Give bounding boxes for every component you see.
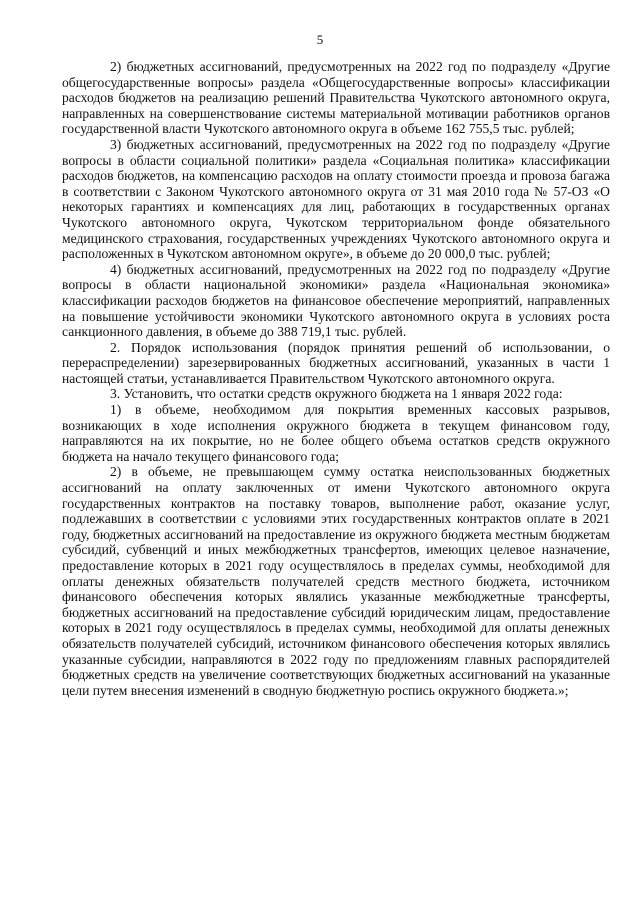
paragraph-item-3-social-policy: 3) бюджетных ассигнований, предусмотренных на 2022 год по подразделу «Другие вопросы в области социальной политики» раздела «Социальная политика» классификации расходов бюджетов, на компенсацию расходов на оплату стоимости проезда и провоза багажа в соответствии с Законом Чукотского автономного округа от 31 мая 2010 года № 57-ОЗ «О некоторых гарантиях и компенсациях для лиц, работающих в государственных органах Чукотского автономного округа, Чукотском территориальном фонде обязательного медицинского страхования, государственных учреждениях Чукотского автономного округа и расположенных в Чукотском автономном округе», в объеме до 20 000,0 тыс. рублей; bbox=[62, 136, 610, 262]
document-body bbox=[62, 59, 610, 698]
paragraph-item-4-national-economy: 4) бюджетных ассигнований, предусмотренных на 2022 год по подразделу «Другие вопросы в области национальной экономики» раздела «Национальная экономика» классификации расходов бюджетов на финансовое обеспечение мероприятий, направленных на повышение устойчивости экономики Чукотского автономного округа в условиях роста санкционного давления, в объеме до 388 719,1 тыс. рублей. bbox=[62, 261, 610, 340]
page-number: 5 bbox=[316, 32, 324, 47]
paragraph-section-3-item-2: 2) в объеме, не превышающем сумму остатка неиспользованных бюджетных ассигнований на оплату заключенных от имени Чукотского автономного округа государственных контрактов на поставку товаров, выполнение работ, оказание услуг, подлежавших в соответствии с условиями этих государственных контрактов оплате в 2021 году, бюджетных ассигнований на предоставление из окружного бюджета местным бюджетам субсидий, субвенций и иных межбюджетных трансфертов, имеющих целевое назначение, предоставление которых в 2021 году осуществлялось в пределах суммы, необходимой для оплаты денежных обязательств получателей средств местного бюджета, источником финансового обеспечения которых являлись указанные межбюджетные трансферты, бюджетных ассигнований на предоставление субсидий юридическим лицам, предоставление которых в 2021 году осуществлялось в пределах суммы, необходимой для оплаты денежных обязательств получателей субсидий, источником финансового обеспечения которых являлись указанные субсидии, направляются в 2022 году по предложениям главных распорядителей бюджетных средств на увеличение соответствующих бюджетных ассигнований на указанные цели путем внесения изменений в сводную бюджетную роспись окружного бюджета.»; bbox=[62, 464, 610, 698]
paragraph-section-3-budget-balances: 3. Установить, что остатки средств окружного бюджета на 1 января 2022 года: bbox=[110, 386, 563, 402]
paragraph-section-2-reserved-allocations: 2. Порядок использования (порядок принятия решений об использовании, о перераспределении) зарезервированных бюджетных ассигнований, указанных в части 1 настоящей статьи, устанавливается Правительством Чукотского автономного округа. bbox=[62, 339, 610, 386]
paragraph-item-2-general-state-issues: 2) бюджетных ассигнований, предусмотренных на 2022 год по подразделу «Другие общегосударственные вопросы» раздела «Общегосударственные вопросы» классификации расходов бюджетов на реализацию решений Правительства Чукотского автономного округа, направленных на совершенствование системы материальной мотивации работников органов государственной власти Чукотского автономного округа в объеме 162 755,5 тыс. рублей; bbox=[62, 59, 610, 137]
paragraph-section-3-item-1: 1) в объеме, необходимом для покрытия временных кассовых разрывов, возникающих в ходе исполнения окружного бюджета в текущем финансовом году, направляются на их покрытие, но не более общего объема остатков средств окружного бюджета на начало текущего финансового года; bbox=[62, 402, 610, 464]
